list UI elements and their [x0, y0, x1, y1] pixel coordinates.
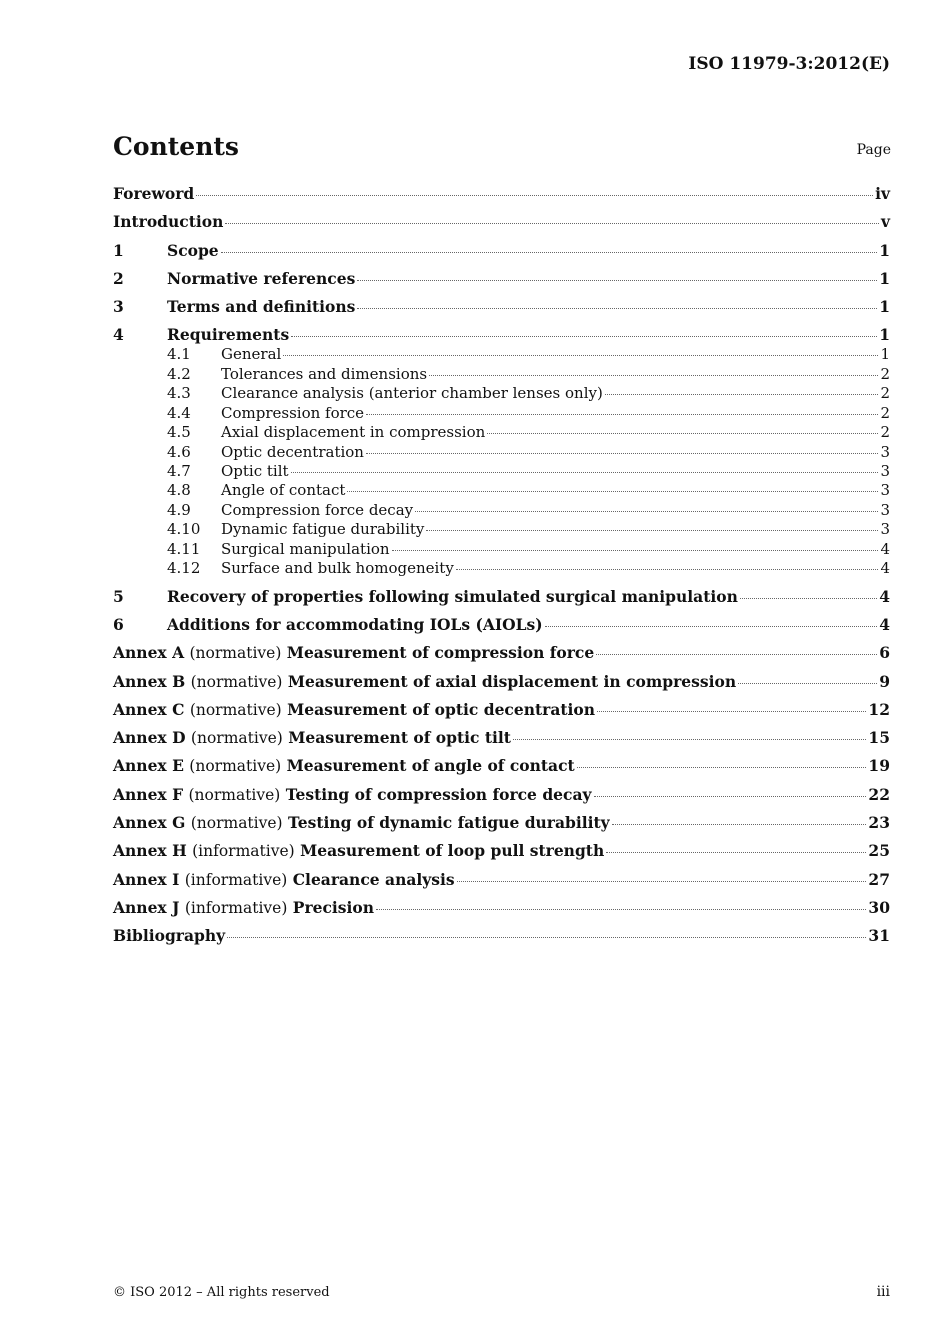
toc-page: 3 [880, 461, 890, 480]
subclause-number: 4.7 [167, 461, 191, 480]
dot-leader [596, 654, 877, 655]
subclause-number: 4.2 [167, 364, 191, 383]
toc-title: Compression force [221, 403, 365, 422]
toc-page: v [880, 212, 890, 232]
toc-title: Normative references [167, 268, 356, 288]
toc-title: General [221, 345, 282, 364]
toc-page: 2 [880, 403, 890, 422]
toc-entry-annex[interactable] [113, 756, 890, 776]
toc-page: 4 [879, 586, 890, 606]
toc-entry-introduction[interactable] [113, 212, 890, 232]
toc-entry-annex[interactable] [113, 728, 890, 748]
dot-leader [227, 937, 866, 938]
toc-entry-annex[interactable] [113, 813, 890, 833]
annex-type: (normative) [189, 644, 282, 663]
toc-page: 31 [868, 926, 890, 946]
toc-entry-annex[interactable] [113, 700, 890, 720]
dot-leader [513, 739, 866, 740]
toc-page: 23 [868, 813, 890, 833]
annex-type: (normative) [188, 785, 281, 804]
toc-page: 25 [868, 841, 890, 861]
annex-title: Testing of compression force decay [285, 784, 592, 804]
annex-title: Clearance analysis [292, 869, 455, 889]
dot-leader [612, 824, 867, 825]
subclause-number: 4.9 [167, 500, 191, 519]
annex-label: Annex H [113, 841, 187, 861]
dot-leader [415, 511, 878, 512]
toc-page: 22 [868, 784, 890, 804]
dot-leader [357, 280, 877, 281]
toc-page: 3 [880, 481, 890, 500]
dot-leader [740, 598, 877, 599]
toc-entry-clause[interactable] [113, 297, 890, 317]
clause-number: 6 [113, 614, 124, 634]
toc-title: Angle of contact [221, 481, 346, 500]
subclause-number: 4.8 [167, 481, 191, 500]
toc-page: 1 [879, 297, 890, 317]
toc-entry-clause[interactable] [113, 587, 890, 607]
annex-type: (normative) [190, 814, 283, 833]
toc-page: 1 [879, 268, 890, 288]
dot-leader [291, 336, 877, 337]
toc-entry-annex[interactable] [113, 841, 890, 861]
toc-title [113, 813, 610, 833]
toc-entry-annex[interactable] [113, 672, 890, 692]
toc-page: 1 [880, 345, 890, 364]
annex-title: Measurement of compression force [286, 643, 595, 663]
toc-entry-subclause[interactable] [113, 520, 890, 539]
annex-title: Measurement of axial displacement in compression [287, 671, 737, 691]
toc-entry-clause[interactable] [113, 269, 890, 289]
annex-type: (normative) [190, 672, 283, 691]
toc-title [113, 841, 604, 861]
annex-title: Precision [292, 897, 375, 917]
toc-title [113, 870, 455, 890]
toc-entry-subclause[interactable] [113, 404, 890, 423]
toc-title: Optic decentration [221, 442, 364, 461]
toc-title: Scope [167, 240, 219, 260]
table-of-contents [113, 184, 890, 946]
dot-leader [426, 530, 878, 531]
dot-leader [456, 569, 879, 570]
annex-title: Measurement of angle of contact [286, 756, 575, 776]
dot-leader [225, 223, 879, 224]
dot-leader [594, 796, 867, 797]
dot-leader [366, 414, 878, 415]
toc-title [113, 785, 592, 805]
dot-leader [291, 472, 879, 473]
toc-entry-subclause[interactable] [113, 540, 890, 559]
annex-title: Measurement of loop pull strength [300, 841, 605, 861]
toc-page: 27 [868, 869, 890, 889]
toc-title [113, 700, 595, 720]
toc-page: 2 [880, 384, 890, 403]
dot-leader [487, 433, 878, 434]
toc-page: 6 [879, 643, 890, 663]
toc-title: Clearance analysis (anterior chamber lenses only) [221, 384, 603, 403]
toc-title: Additions for accommodating IOLs (AIOLs) [167, 614, 543, 634]
toc-page: 4 [880, 558, 890, 577]
toc-entry-subclause[interactable] [113, 501, 890, 520]
toc-title: Requirements [167, 325, 290, 345]
subclause-number: 4.5 [167, 423, 191, 442]
toc-title: Terms and definitions [167, 297, 356, 317]
clause-number: 3 [113, 297, 124, 317]
toc-page: 1 [879, 325, 890, 345]
toc-entry-subclause[interactable] [113, 481, 890, 500]
toc-page: 3 [880, 442, 890, 461]
toc-page: 3 [880, 500, 890, 519]
toc-page: 4 [880, 539, 890, 558]
clause-number: 1 [113, 240, 124, 260]
toc-title: Optic tilt [221, 461, 289, 480]
toc-page: 15 [868, 728, 890, 748]
toc-title [113, 643, 594, 663]
toc-entry-subclause[interactable] [113, 384, 890, 403]
toc-page: 1 [879, 240, 890, 260]
toc-page: 2 [880, 423, 890, 442]
clause-number: 5 [113, 586, 124, 606]
toc-title: Surgical manipulation [221, 539, 390, 558]
toc-title [113, 672, 736, 692]
annex-type: (informative) [184, 870, 288, 889]
dot-leader [429, 375, 878, 376]
annex-type: (informative) [192, 842, 295, 861]
subclause-number: 4.1 [167, 345, 191, 364]
toc-page: 3 [880, 520, 890, 539]
contents-heading: Contents [113, 132, 240, 161]
subclause-number: 4.10 [167, 520, 201, 539]
toc-title [113, 898, 374, 918]
toc-page: iv [875, 184, 890, 203]
toc-page: 9 [879, 671, 890, 691]
toc-title [113, 728, 511, 748]
toc-page: 30 [868, 897, 890, 917]
toc-page: 4 [879, 614, 890, 634]
dot-leader [457, 881, 867, 882]
annex-label: Annex C [113, 699, 185, 719]
annex-type: (normative) [189, 757, 282, 776]
toc-page: 19 [868, 756, 890, 776]
page-number: iii [876, 1284, 890, 1300]
dot-leader [545, 626, 878, 627]
dot-leader [597, 711, 866, 712]
dot-leader [196, 195, 873, 196]
toc-entry-clause[interactable] [113, 615, 890, 635]
annex-title: Measurement of optic tilt [288, 728, 511, 748]
annex-label: Annex F [113, 784, 184, 804]
toc-entry-annex[interactable] [113, 785, 890, 805]
subclause-number: 4.6 [167, 442, 191, 461]
toc-title: Compression force decay [221, 500, 414, 519]
toc-entry-annex[interactable] [113, 870, 890, 890]
toc-title: Dynamic fatigue durability [221, 520, 425, 539]
toc-entry-clause[interactable] [113, 241, 890, 261]
toc-entry-subclause[interactable] [113, 559, 890, 578]
dot-leader [392, 550, 879, 551]
toc-entry-annex[interactable] [113, 898, 890, 918]
annex-label: Annex E [113, 756, 184, 776]
annex-label: Annex I [113, 869, 180, 889]
annex-type: (normative) [189, 700, 282, 719]
toc-title: Recovery of properties following simulated surgical manipulation [167, 586, 738, 606]
annex-label: Annex D [113, 728, 186, 748]
toc-entry-subclause[interactable] [113, 423, 890, 442]
subclause-number: 4.3 [167, 384, 191, 403]
annex-type: (normative) [190, 729, 283, 748]
dot-leader [606, 852, 866, 853]
toc-title: Tolerances and dimensions [221, 364, 428, 383]
toc-entry-clause[interactable] [113, 325, 890, 345]
dot-leader [357, 308, 877, 309]
toc-entry-bibliography[interactable] [113, 926, 890, 946]
toc-title: Foreword [113, 184, 195, 203]
toc-title: Introduction [113, 212, 224, 232]
toc-title [113, 756, 575, 776]
toc-entry-subclause[interactable] [113, 365, 890, 384]
dot-leader [738, 683, 877, 684]
toc-entry-annex[interactable] [113, 643, 890, 663]
annex-title: Measurement of optic decentration [287, 699, 596, 719]
toc-page: 2 [880, 364, 890, 383]
toc-title: Bibliography [113, 926, 226, 946]
annex-label: Annex A [113, 643, 185, 663]
dot-leader [221, 252, 878, 253]
clause-number: 2 [113, 268, 124, 288]
annex-title: Testing of dynamic fatigue durability [288, 813, 610, 833]
page-column-label: Page [856, 142, 891, 158]
dot-leader [347, 491, 878, 492]
dot-leader [577, 767, 867, 768]
toc-entry-subclause[interactable] [113, 462, 890, 481]
toc-title: Surface and bulk homogeneity [221, 558, 454, 577]
subclause-number: 4.11 [167, 539, 201, 558]
annex-label: Annex J [113, 897, 180, 917]
copyright-notice: © ISO 2012 – All rights reserved [113, 1285, 330, 1300]
dot-leader [605, 394, 879, 395]
toc-page: 12 [868, 699, 890, 719]
clause-number: 4 [113, 325, 124, 345]
annex-label: Annex G [113, 813, 186, 833]
toc-entry-foreword[interactable] [113, 184, 890, 204]
standard-id: ISO 11979-3:2012(E) [688, 54, 890, 74]
subclause-number: 4.4 [167, 403, 191, 422]
toc-title: Axial displacement in compression [221, 423, 486, 442]
annex-label: Annex B [113, 671, 186, 691]
dot-leader [376, 909, 866, 910]
annex-type: (informative) [184, 898, 288, 917]
toc-entry-subclause[interactable] [113, 443, 890, 462]
toc-entry-subclause[interactable] [113, 345, 890, 364]
dot-leader [283, 355, 878, 356]
dot-leader [366, 453, 878, 454]
subclause-number: 4.12 [167, 558, 201, 577]
